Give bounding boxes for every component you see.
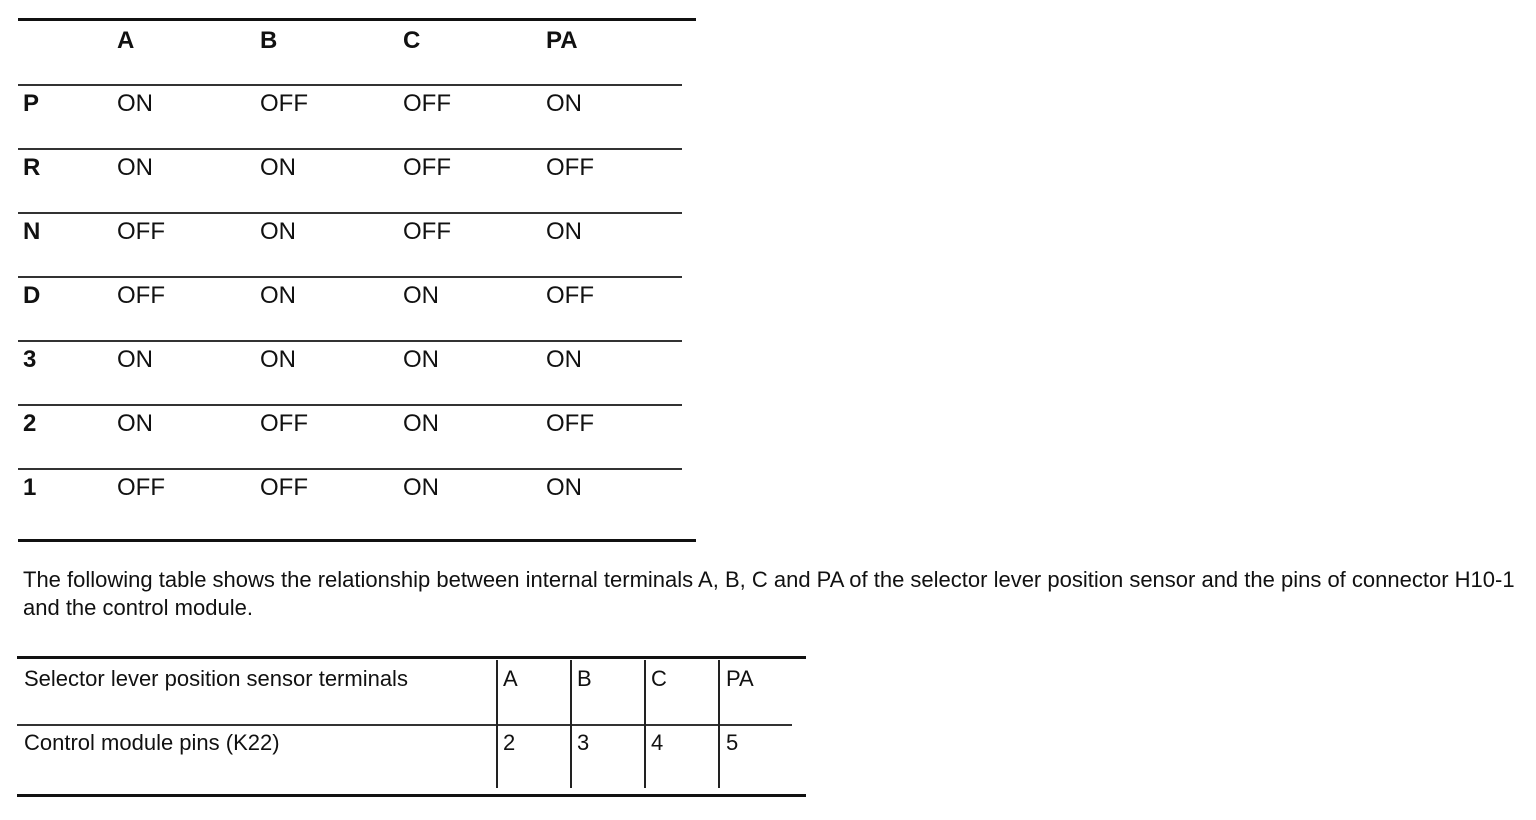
cell-pa: ON [546, 474, 582, 501]
pin-c: 4 [651, 730, 664, 755]
cell-b: ON [260, 346, 296, 373]
cell-a: OFF [117, 474, 165, 501]
control-module-pins-label: Control module pins (K22) [24, 730, 280, 755]
cell-a: OFF [117, 282, 165, 309]
table-row [18, 468, 682, 534]
header-c: C [403, 27, 421, 54]
table-row-separator [17, 724, 792, 726]
cell-c: ON [403, 346, 439, 373]
terminal-c: C [651, 666, 667, 691]
column-divider [718, 660, 720, 788]
terminal-pa: PA [726, 666, 754, 691]
table-row [18, 340, 682, 406]
header-b: B [260, 27, 278, 54]
table-row [18, 276, 682, 342]
table-bottom-rule [18, 539, 696, 542]
cell-b: ON [260, 282, 296, 309]
column-divider [496, 660, 498, 788]
table-row [18, 212, 682, 278]
cell-c: ON [403, 410, 439, 437]
cell-a: ON [117, 154, 153, 181]
column-divider [570, 660, 572, 788]
cell-pa: OFF [546, 154, 594, 181]
cell-b: OFF [260, 410, 308, 437]
cell-pa: OFF [546, 282, 594, 309]
cell-b: OFF [260, 90, 308, 117]
position-state-table [18, 18, 696, 544]
cell-pa: OFF [546, 410, 594, 437]
row-label: R [23, 154, 41, 181]
row-label: P [23, 90, 40, 117]
cell-pa: ON [546, 90, 582, 117]
description-paragraph: The following table shows the relationship between internal terminals A, B, C and PA of the selector lever position sensor and the pins of connector H10-1 and the control module. [23, 567, 1515, 620]
cell-c: OFF [403, 154, 451, 181]
terminal-a: A [503, 666, 518, 691]
row-label: 1 [23, 474, 37, 501]
cell-a: ON [117, 90, 153, 117]
table-bottom-rule [17, 794, 806, 797]
row-label: D [23, 282, 41, 309]
table-header-row [18, 18, 682, 82]
row-label: 3 [23, 346, 37, 373]
cell-a: OFF [117, 218, 165, 245]
cell-a: ON [117, 410, 153, 437]
pin-a: 2 [503, 730, 516, 755]
cell-pa: ON [546, 346, 582, 373]
row-label: N [23, 218, 41, 245]
row-label: 2 [23, 410, 37, 437]
column-divider [644, 660, 646, 788]
terminal-b: B [577, 666, 592, 691]
header-a: A [117, 27, 135, 54]
header-pa: PA [546, 27, 578, 54]
table-row [18, 148, 682, 214]
cell-c: OFF [403, 90, 451, 117]
pin-b: 3 [577, 730, 590, 755]
pin-mapping-table [17, 656, 806, 800]
cell-c: ON [403, 474, 439, 501]
table-top-rule [17, 656, 806, 659]
cell-b: OFF [260, 474, 308, 501]
cell-c: OFF [403, 218, 451, 245]
cell-a: ON [117, 346, 153, 373]
cell-pa: ON [546, 218, 582, 245]
pin-pa: 5 [726, 730, 739, 755]
cell-c: ON [403, 282, 439, 309]
cell-b: ON [260, 154, 296, 181]
sensor-terminals-label: Selector lever position sensor terminals [24, 666, 408, 691]
table-row [18, 84, 682, 150]
table-row [18, 404, 682, 470]
cell-b: ON [260, 218, 296, 245]
